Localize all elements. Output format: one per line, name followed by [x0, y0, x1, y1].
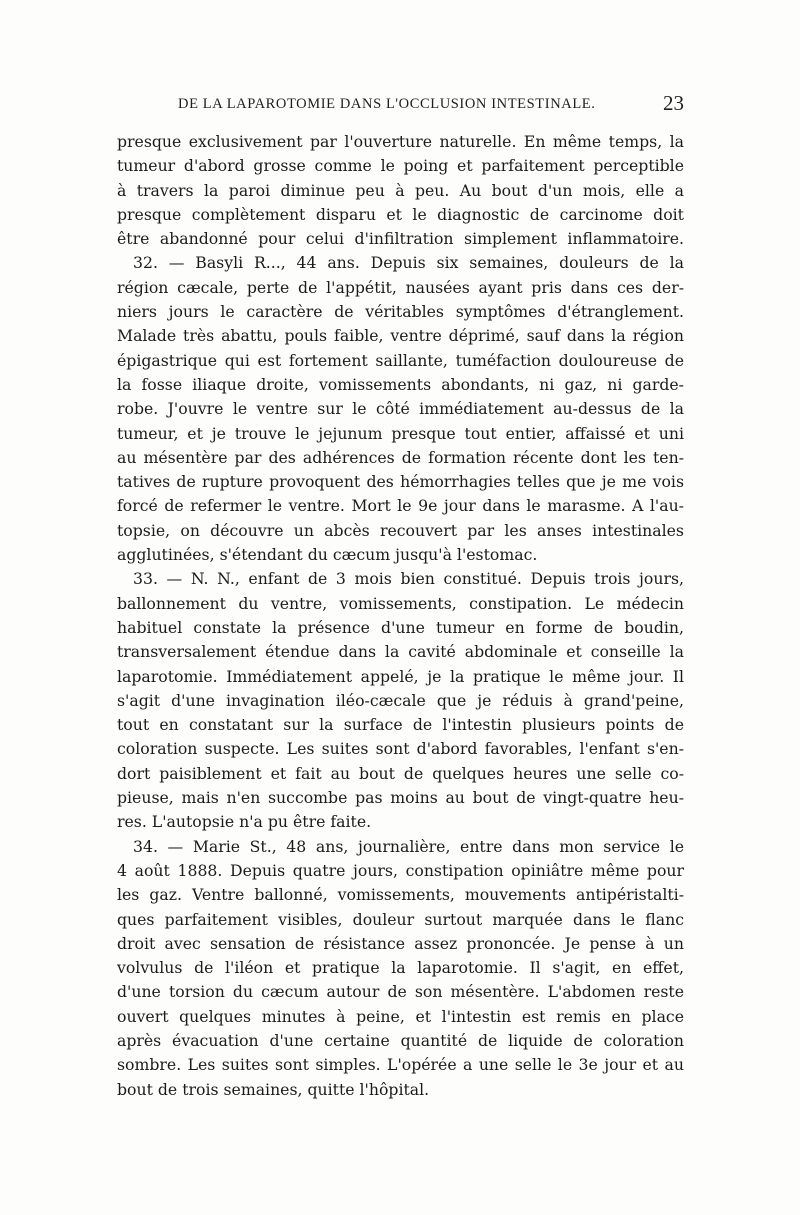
text-line: à travers la paroi diminue peu à peu. Au bout d'un mois, elle a: [117, 180, 684, 200]
case-33-start: 33. — N. N., enfant de 3 mois bien constitué. Depuis trois jours,: [133, 569, 684, 589]
text-line: les gaz. Ventre ballonné, vomissements, mouvements antipéristalti-: [117, 885, 684, 905]
text-line: s'agit d'une invagination iléo-cæcale que je réduis à grand'peine,: [117, 690, 684, 710]
text-line: niers jours le caractère de véritables symptômes d'étranglement.: [117, 302, 684, 322]
text-line: robe. J'ouvre le ventre sur le côté immédiatement au-dessus de la: [117, 399, 684, 419]
text-line: 4 août 1888. Depuis quatre jours, constipation opiniâtre même pour: [117, 860, 684, 880]
text-line: d'une torsion du cæcum autour de son mésentère. L'abdomen reste: [117, 982, 684, 1002]
text-line: presque complètement disparu et le diagnostic de carcinome doit: [117, 204, 684, 224]
text-line: tumeur d'abord grosse comme le poing et parfaitement perceptible: [117, 156, 684, 176]
text-line: forcé de refermer le ventre. Mort le 9e jour dans le marasme. A l'au-: [117, 496, 684, 516]
text-line: topsie, on découvre un abcès recouvert par les anses intestinales: [117, 520, 684, 540]
text-line: dort paisiblement et fait au bout de quelques heures une selle co-: [117, 763, 684, 783]
page-number: 23: [663, 91, 684, 115]
case-32-start: 32. — Basyli R..., 44 ans. Depuis six semaines, douleurs de la: [133, 253, 684, 273]
text-line: pieuse, mais n'en succombe pas moins au bout de vingt-quatre heu-: [117, 788, 684, 808]
text-line: bout de trois semaines, quitte l'hôpital.: [117, 1079, 430, 1099]
body-text: [117, 130, 684, 1102]
text-line: laparotomie. Immédiatement appelé, je la pratique le même jour. Il: [117, 666, 684, 686]
text-line: droit avec sensation de résistance assez prononcée. Je pense à un: [117, 933, 684, 953]
text-line: res. L'autopsie n'a pu être faite.: [117, 812, 372, 832]
text-line: après évacuation d'une certaine quantité de liquide de coloration: [117, 1030, 684, 1050]
text-line: au mésentère par des adhérences de formation récente dont les ten-: [117, 447, 684, 467]
text-line: sombre. Les suites sont simples. L'opérée a une selle le 3e jour et au: [117, 1055, 684, 1075]
text-line: la fosse iliaque droite, vomissements abondants, ni gaz, ni garde-: [117, 374, 684, 394]
running-head: [178, 91, 684, 122]
case-34-start: 34. — Marie St., 48 ans, journalière, entre dans mon service le: [133, 836, 684, 856]
text-line: Malade très abattu, pouls faible, ventre déprimé, sauf dans la région: [117, 326, 684, 346]
text-line: presque exclusivement par l'ouverture naturelle. En même temps, la: [117, 132, 684, 151]
text-line: coloration suspecte. Les suites sont d'abord favorables, l'enfant s'en-: [117, 739, 684, 759]
text-line: volvulus de l'iléon et pratique la laparotomie. Il s'agit, en effet,: [117, 958, 684, 978]
text-line: habituel constate la présence d'une tumeur en forme de boudin,: [117, 617, 684, 637]
text-line: épigastrique qui est fortement saillante, tuméfaction douloureuse de: [117, 350, 684, 370]
text-line: ouvert quelques minutes à peine, et l'intestin est remis en place: [117, 1006, 684, 1026]
running-title: DE LA LAPAROTOMIE DANS L'OCCLUSION INTESTINALE.: [178, 96, 596, 112]
text-line: ques parfaitement visibles, douleur surtout marquée dans le flanc: [117, 909, 684, 929]
text-line: tatives de rupture provoquent des hémorrhagies telles que je me vois: [117, 472, 684, 492]
text-line: ballonnement du ventre, vomissements, constipation. Le médecin: [117, 593, 684, 613]
text-line: région cæcale, perte de l'appétit, nausées ayant pris dans ces der-: [117, 277, 684, 297]
text-line: transversalement étendue dans la cavité abdominale et conseille la: [117, 642, 684, 662]
text-line: tout en constatant sur la surface de l'intestin plusieurs points de: [117, 715, 684, 735]
text-line: tumeur, et je trouve le jejunum presque tout entier, affaissé et uni: [117, 423, 684, 443]
text-line: agglutinées, s'étendant du cæcum jusqu'à l'estomac.: [117, 545, 538, 565]
text-line: être abandonné pour celui d'infiltration simplement inflammatoire.: [117, 229, 684, 249]
